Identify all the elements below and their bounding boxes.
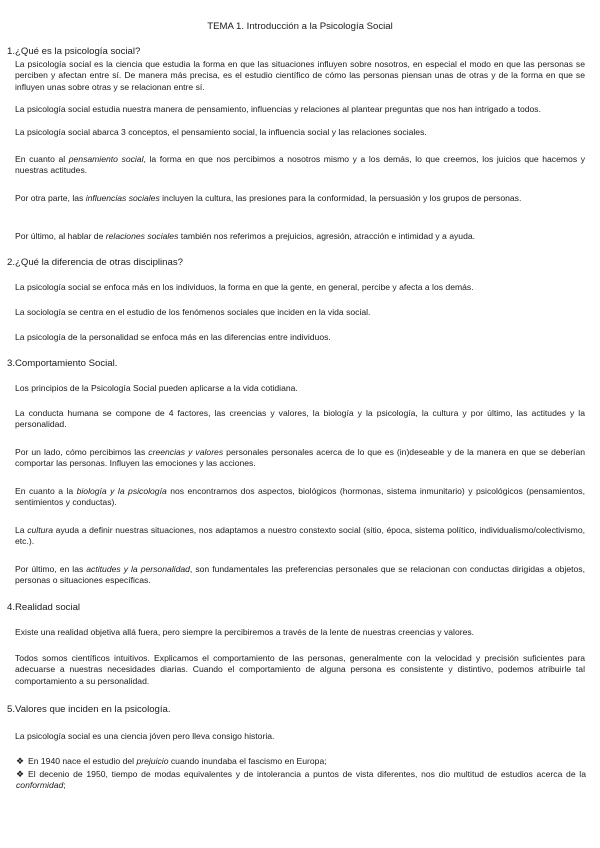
section-1-paragraph-3: La psicología social abarca 3 conceptos, el pensamiento social, la influencia social y las relaciones sociales. [15,127,427,137]
section-2-paragraph-2: La sociología se centra en el estudio de los fenómenos sociales que inciden en la vida social. [15,307,371,317]
section-3-paragraph-1: Los principios de la Psicología Social pueden aplicarse a la vida cotidiana. [15,383,298,393]
section-5-paragraph-1: La psicología social es una ciencia jóven pero lleva consigo historia. [15,731,275,741]
section-3-paragraph-6: Por último, en las actitudes y la personalidad, son fundamentales las preferencias personales que se relacionan con conductas dirigidas a objetos, personas o situaciones específicas. [15,564,585,586]
section-4-paragraph-1: Existe una realidad objetiva allá fuera, pero siempre la percibiremos a través de la lente de nuestras creencias y valores. [15,627,475,637]
section-2-paragraph-1: La psicología social se enfoca más en los individuos, la forma en que la gente, en general, percibe y afecta a los demás. [15,282,474,292]
section-4-heading: 4.Realidad social [7,602,81,613]
diamond-bullet-icon: ❖ [16,769,25,779]
section-2-paragraph-3: La psicología de la personalidad se enfoca más en las diferencias entre individuos. [15,332,331,342]
section-1-paragraph-5: Por otra parte, las influencias sociales incluyen la cultura, las presiones para la conformidad, la persuasión y los grupos de personas. [15,193,522,203]
section-3-paragraph-5: La cultura ayuda a definir nuestras situaciones, nos adaptamos a nuestro constexto social (sitio, época, sistema político, individualismo/colectivismo, etc.). [15,525,586,547]
section-1-paragraph-1: La psicología social es la ciencia que estudia la forma en que las situaciones influyen sobre nosotros, en especial el modo en que las personas se perciben y afectan entre sí. De manera más precisa, es el estudio científico de cómo las personas piensan unas de otras y de la forma en que se influyen unas sobre otras y se relacionan entre sí. [15,59,585,92]
section-5-bullet-1: ❖ En 1940 nace el estudio del prejuicio cuando inundaba el fascismo en Europa; [16,756,327,766]
section-1-paragraph-4: En cuanto al pensamiento social, la forma en que nos percibimos a nosotros mismo y a los demás, lo que creemos, los juicios que hacemos y nuestras actitudes. [15,154,585,176]
section-3-paragraph-2: La conducta humana se compone de 4 factores, las creencias y valores, la biología y la psicología, la cultura y por último, las actitudes y la personalidad. [15,408,585,430]
section-1-paragraph-6: Por último, al hablar de relaciones sociales también nos referimos a prejuicios, agresión, atracción e intimidad y a ayuda. [15,231,476,241]
section-3-heading: 3.Comportamiento Social. [7,358,118,369]
section-3-paragraph-4: En cuanto a la biología y la psicología nos encontramos dos aspectos, biológicos (hormonas, sistema inmunitario) y psicológicos (pensamientos, sentimientos y conductas). [15,486,585,508]
section-5-bullet-2: ❖ El decenio de 1950, tiempo de modas equivalentes y de intolerancia a puntos de vista diferentes, nos dio multitud de estudios acerca de la conformidad; [16,769,586,791]
section-1-heading: 1.¿Qué es la psicología social? [7,46,141,57]
section-1-paragraph-2: La psicología social estudia nuestra manera de pensamiento, influencias y relaciones al plantear preguntas que nos han intrigado a todos. [15,104,541,114]
page-title: TEMA 1. Introducción a la Psicología Social [207,21,393,32]
section-2-heading: 2.¿Qué la diferencia de otras disciplinas? [7,257,183,268]
diamond-bullet-icon: ❖ [16,756,25,766]
section-5-heading: 5.Valores que inciden en la psicología. [7,704,171,715]
section-3-paragraph-3: Por un lado, cómo percibimos las creencias y valores personales personales acerca de lo que es (in)deseable y de la manera en que se deberían comportar las personas. Influyen las emociones y las acciones. [15,447,585,469]
section-4-paragraph-2: Todos somos científicos intuitivos. Explicamos el comportamiento de las personas, generalmente con la velocidad y precisión suficientes para adecuarse a nuestras necesidades diarias. Cuando el comportamiento de alguna persona es consistente y distintivo, podemos atribuirle tal comportamiento a su personalidad. [15,653,585,686]
